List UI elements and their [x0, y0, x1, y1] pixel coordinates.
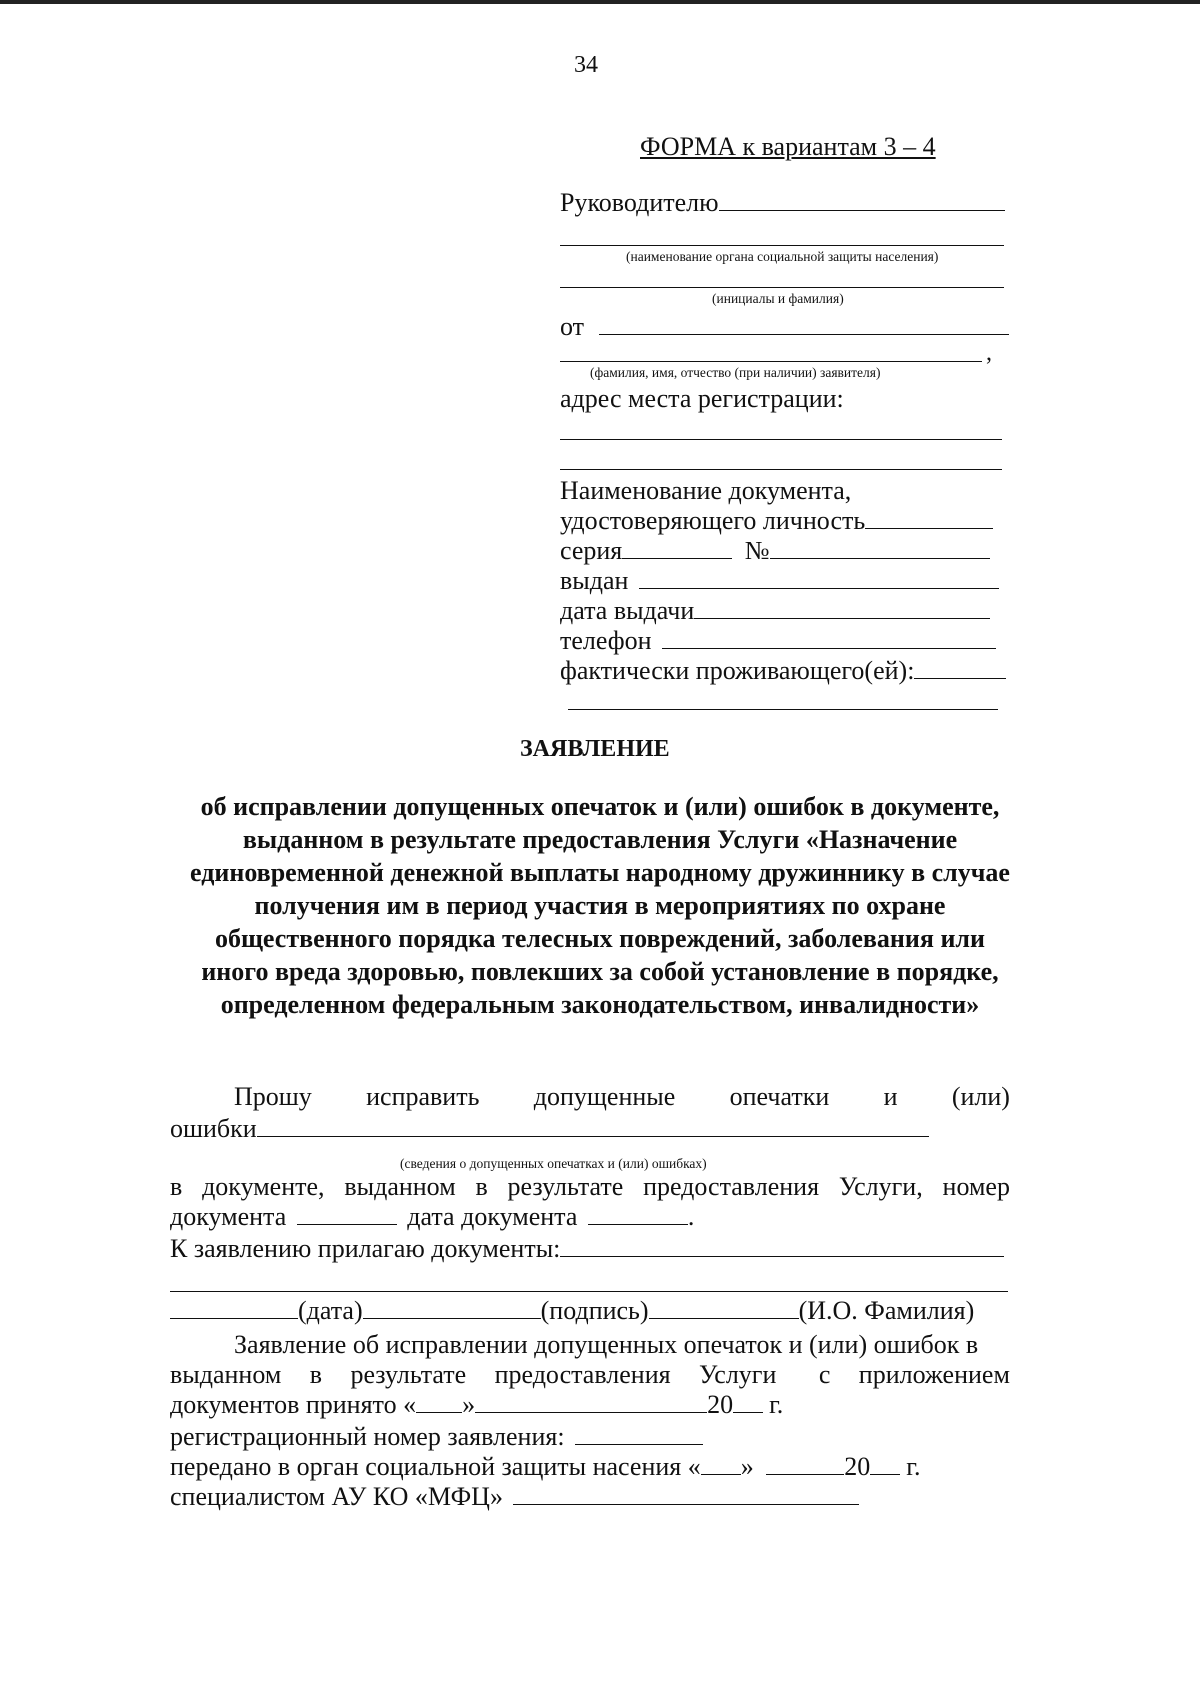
year-suffix: г. [906, 1452, 921, 1481]
from-line [560, 312, 1009, 342]
year-prefix: 20 [844, 1452, 871, 1481]
attach-label: К заявлению прилагаю документы: [170, 1234, 561, 1263]
transferred-label: передано в орган социальной защиты насения « [170, 1452, 701, 1481]
signature-blank[interactable] [363, 1298, 541, 1319]
request-word: опечатки [729, 1082, 830, 1111]
doc-issued-line [170, 1172, 1010, 1202]
reg-number-blank[interactable] [575, 1424, 703, 1445]
org-line[interactable] [560, 245, 1004, 246]
doc-number-label: документа [170, 1202, 287, 1231]
request-line [234, 1082, 1010, 1112]
specialist-label: специалистом АУ КО «МФЦ» [170, 1482, 503, 1511]
number-label: № [744, 536, 770, 565]
doc-date-label: дата документа [407, 1202, 578, 1231]
transferred-day-blank[interactable] [701, 1454, 741, 1475]
reg-number-label: регистрационный номер заявления: [170, 1422, 565, 1451]
residing-line [560, 656, 1006, 686]
accepted-word: приложением [858, 1360, 1010, 1389]
subtitle-line: определенном федеральным законодательством, инвалидности» [220, 990, 980, 1019]
specialist-blank[interactable] [513, 1484, 859, 1505]
issue-date-blank[interactable] [694, 598, 990, 619]
from-blank[interactable] [599, 314, 1009, 335]
signature-row [170, 1296, 974, 1326]
transferred-year-blank[interactable] [870, 1454, 900, 1475]
errors-blank[interactable] [257, 1116, 929, 1137]
applicant-comma: , [986, 340, 992, 366]
doc-name-label: удостоверяющего личность [560, 506, 866, 535]
org-caption: (наименование органа социальной защиты населения) [626, 249, 939, 264]
issued-line [560, 566, 999, 596]
applicant-line[interactable] [560, 361, 982, 362]
accepted-year-blank[interactable] [733, 1392, 763, 1413]
errors-caption: (сведения о допущенных опечатках и (или) ошибках) [400, 1156, 707, 1171]
errors-label: ошибки [170, 1114, 257, 1143]
accepted-word: в [309, 1360, 323, 1389]
address-label: адрес места регистрации: [560, 384, 844, 413]
initials-caption: (инициалы и фамилия) [712, 291, 844, 306]
accepted-day-blank[interactable] [416, 1392, 462, 1413]
series-blank[interactable] [622, 538, 732, 559]
residing-blank[interactable] [914, 658, 1006, 679]
issued-blank[interactable] [639, 568, 999, 589]
request-word: допущенные [533, 1082, 676, 1111]
accepted-word: предоставления [494, 1360, 671, 1389]
residing-line-2[interactable] [568, 709, 998, 710]
statement-title: ЗАЯВЛЕНИЕ [520, 736, 670, 762]
accepted-word: Услуги [699, 1360, 777, 1389]
from-label: от [560, 312, 585, 341]
fio-blank[interactable] [649, 1298, 799, 1319]
series-label: серия [560, 536, 623, 565]
doc-number-blank[interactable] [297, 1204, 397, 1225]
accepted-date-label: документов принято « [170, 1390, 417, 1419]
number-blank[interactable] [770, 538, 990, 559]
accepted-line-1: Заявление об исправлении допущенных опечаток и (или) ошибок в [234, 1330, 979, 1359]
subtitle-line: общественного порядка телесных повреждений, заболевания или [214, 924, 985, 953]
to-blank[interactable] [719, 190, 1005, 211]
subtitle-line: об исправлении допущенных опечаток и (или) ошибок в документе, [200, 792, 1000, 821]
doc-name-line1: Наименование документа, [560, 476, 852, 505]
date-label: (дата) [298, 1296, 363, 1325]
reg-number-line [170, 1422, 703, 1452]
doc-word: в [170, 1172, 183, 1201]
attach-line [170, 1234, 1004, 1264]
subtitle-line: получения им в период участия в мероприятиях по охране [254, 891, 946, 920]
phone-blank[interactable] [662, 628, 996, 649]
subtitle-line: выданном в результате предоставления Услуги «Назначение [242, 825, 958, 854]
specialist-line [170, 1482, 859, 1512]
applicant-caption: (фамилия, имя, отчество (при наличии) заявителя) [590, 365, 881, 380]
doc-name-blank[interactable] [865, 508, 993, 529]
fio-label: (И.О. Фамилия) [798, 1296, 975, 1325]
form-title: ФОРМА к вариантам 3 – 4 [640, 132, 936, 161]
attach-line-2[interactable] [170, 1291, 1008, 1292]
subtitle-line: единовременной денежной выплаты народному дружиннику в случае [190, 858, 1010, 887]
statement-subtitle [150, 790, 1050, 1021]
doc-name-line2 [560, 506, 993, 536]
phone-line [560, 626, 996, 656]
doc-word: Услуги, [838, 1172, 923, 1201]
issued-label: выдан [560, 566, 629, 595]
doc-number-line [170, 1202, 694, 1232]
doc-word: номер [942, 1172, 1010, 1201]
accepted-word: с [818, 1360, 831, 1389]
request-word: исправить [366, 1082, 480, 1111]
residing-label: фактически проживающего(ей): [560, 656, 915, 685]
quote-close: » [740, 1452, 754, 1481]
accepted-line-3 [170, 1390, 783, 1420]
phone-label: телефон [560, 626, 652, 655]
to-line [560, 188, 1005, 218]
period: . [687, 1202, 695, 1231]
address-line-2[interactable] [560, 469, 1002, 470]
request-word: и [883, 1082, 898, 1111]
doc-word: документе, [202, 1172, 325, 1201]
transferred-line [170, 1452, 920, 1482]
date-blank[interactable] [170, 1298, 298, 1319]
doc-word: предоставления [643, 1172, 820, 1201]
doc-word: результате [507, 1172, 624, 1201]
issue-date-line [560, 596, 990, 626]
quote-close: » [462, 1390, 476, 1419]
issue-date-label: дата выдачи [560, 596, 695, 625]
accepted-line-2 [170, 1360, 1010, 1390]
signature-label: (подпись) [540, 1296, 649, 1325]
doc-word: в [475, 1172, 488, 1201]
subtitle-line: иного вреда здоровью, повлекших за собой установление в порядке, [201, 957, 999, 986]
year-prefix: 20 [707, 1390, 734, 1419]
page-top-border [0, 0, 1200, 4]
accepted-word: результате [350, 1360, 467, 1389]
attach-blank[interactable] [560, 1236, 1004, 1257]
doc-date-blank[interactable] [588, 1204, 688, 1225]
to-label: Руководителю [560, 188, 719, 217]
series-line [560, 536, 990, 566]
errors-line [170, 1114, 929, 1144]
accepted-month-blank[interactable] [475, 1392, 707, 1413]
request-word: Прошу [234, 1082, 312, 1111]
accepted-word: выданном [170, 1360, 282, 1389]
page-number: 34 [574, 52, 598, 78]
request-word: (или) [951, 1082, 1010, 1111]
transferred-month-blank[interactable] [766, 1454, 844, 1475]
initials-line[interactable] [560, 287, 1004, 288]
doc-word: выданном [344, 1172, 456, 1201]
year-suffix: г. [769, 1390, 784, 1419]
address-line-1[interactable] [560, 439, 1002, 440]
